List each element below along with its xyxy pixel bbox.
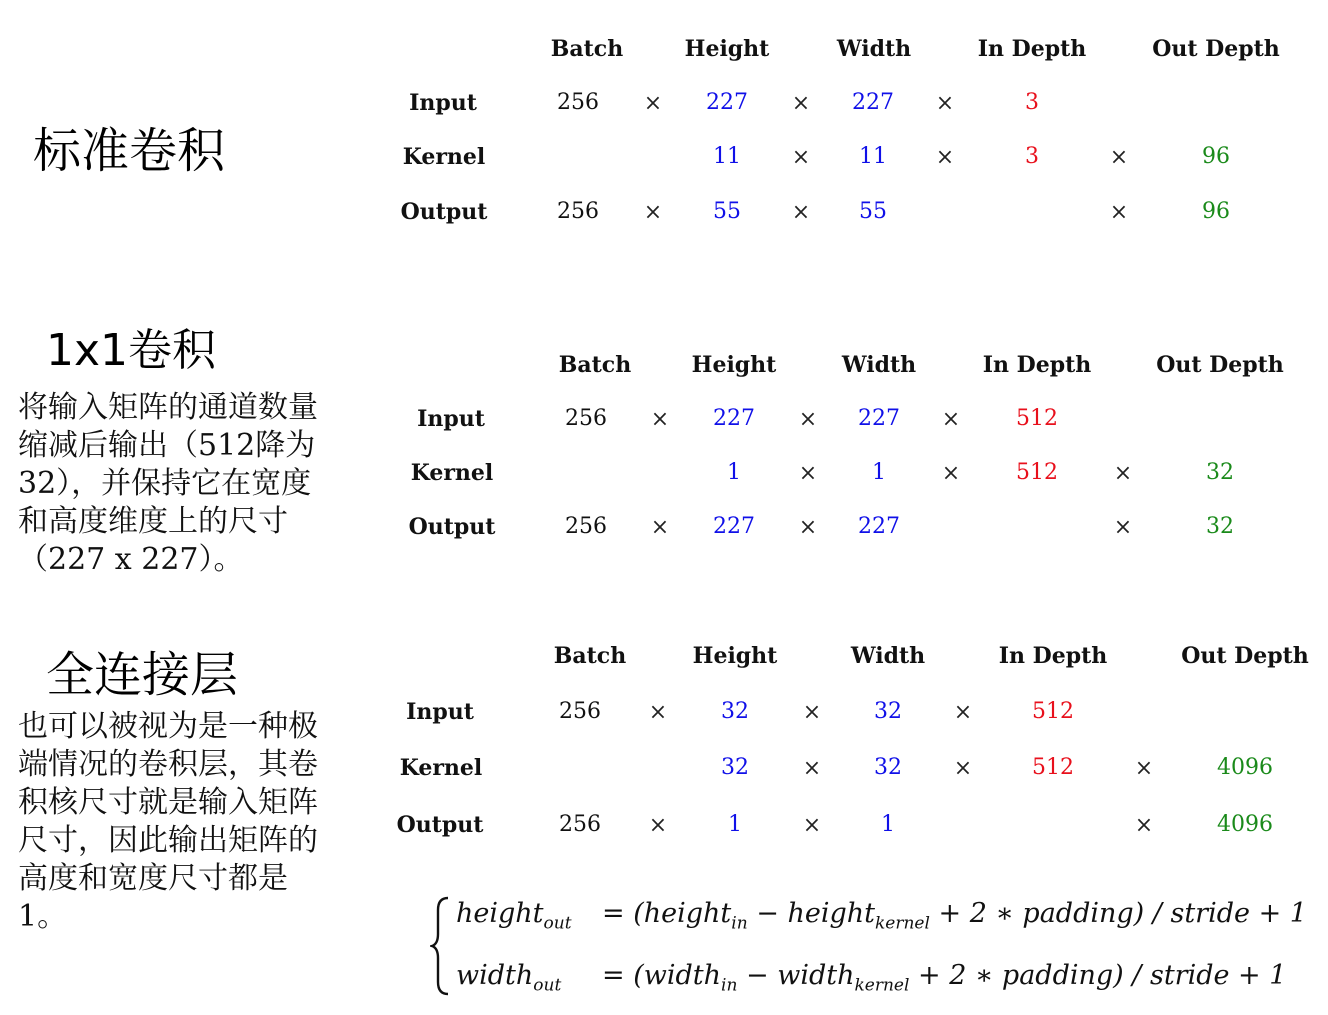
input-batch: 256 — [565, 406, 607, 431]
row-label-input: Input — [417, 406, 485, 432]
row-label-input: Input — [406, 699, 474, 725]
input-in-depth: 512 — [1016, 406, 1058, 431]
formula-eq-sign: = — [602, 960, 625, 991]
times-symbol: × — [941, 407, 961, 432]
times-symbol: × — [798, 407, 818, 432]
kernel-width: 1 — [872, 460, 886, 485]
formula-width-rest: + 2 ∗ padding) / stride + 1 — [909, 960, 1287, 991]
times-symbol: × — [1109, 145, 1129, 170]
kernel-in-depth: 512 — [1032, 755, 1074, 780]
col-header-out-depth: Out Depth — [1181, 643, 1309, 669]
row-label-output: Output — [400, 199, 488, 225]
input-width: 227 — [858, 406, 900, 431]
kernel-height: 32 — [721, 755, 749, 780]
output-out-depth: 32 — [1206, 514, 1234, 539]
formula-height-rest: + 2 ∗ padding) / stride + 1 — [929, 898, 1307, 929]
times-symbol: × — [1134, 756, 1154, 781]
left-brace-icon — [430, 896, 452, 996]
formula-height-lhs: height — [456, 898, 544, 929]
times-symbol: × — [935, 91, 955, 116]
times-symbol: × — [643, 91, 663, 116]
row-label-output: Output — [396, 812, 484, 838]
kernel-out-depth: 96 — [1202, 144, 1230, 169]
times-symbol: × — [648, 813, 668, 838]
times-symbol: × — [1113, 515, 1133, 540]
times-symbol: × — [935, 145, 955, 170]
output-width: 55 — [859, 199, 887, 224]
col-header-width: Width — [841, 352, 917, 378]
col-header-batch: Batch — [558, 352, 632, 378]
times-symbol: × — [648, 700, 668, 725]
col-header-in-depth: In Depth — [977, 36, 1087, 62]
formula-height-p1: (height — [633, 898, 732, 929]
times-symbol: × — [941, 461, 961, 486]
formula-height-lhs-sub: out — [543, 913, 572, 934]
kernel-out-depth: 32 — [1206, 460, 1234, 485]
times-symbol: × — [798, 461, 818, 486]
input-width: 32 — [874, 699, 902, 724]
times-symbol: × — [953, 756, 973, 781]
formula-height-eq — [602, 898, 1307, 933]
formula-height-minus: − height — [747, 898, 875, 929]
col-header-width: Width — [850, 643, 926, 669]
output-out-depth: 96 — [1202, 199, 1230, 224]
formula-width — [456, 960, 1287, 996]
kernel-width: 32 — [874, 755, 902, 780]
times-symbol: × — [802, 756, 822, 781]
output-width: 227 — [858, 514, 900, 539]
col-header-height: Height — [691, 352, 777, 378]
formula-eq-sign: = — [602, 898, 625, 929]
row-label-output: Output — [408, 514, 496, 540]
section-title-1x1-conv: 1x1卷积 — [46, 325, 217, 376]
kernel-width: 11 — [859, 144, 887, 169]
col-header-width: Width — [836, 36, 912, 62]
kernel-out-depth: 4096 — [1217, 755, 1273, 780]
col-header-batch: Batch — [553, 643, 627, 669]
times-symbol: × — [650, 407, 670, 432]
input-width: 227 — [852, 90, 894, 115]
section-title-fully-connected: 全连接层 — [46, 647, 239, 703]
times-symbol: × — [802, 700, 822, 725]
formula-width-eq — [602, 960, 1286, 995]
times-symbol: × — [791, 145, 811, 170]
times-symbol: × — [1134, 813, 1154, 838]
col-header-in-depth: In Depth — [998, 643, 1108, 669]
description-1x1-conv: 将输入矩阵的通道数量缩减后输出（512降为 32），并保持它在宽度和高度维度上的尺寸（227 x 227）。 — [18, 390, 318, 577]
formula-width-p1: (width — [633, 960, 722, 991]
input-height: 32 — [721, 699, 749, 724]
section-title-standard-conv: 标准卷积 — [33, 123, 226, 179]
row-label-input: Input — [409, 90, 477, 116]
output-width: 1 — [881, 812, 895, 837]
input-in-depth: 512 — [1032, 699, 1074, 724]
input-in-depth: 3 — [1025, 90, 1039, 115]
output-out-depth: 4096 — [1217, 812, 1273, 837]
col-header-height: Height — [692, 643, 778, 669]
kernel-height: 1 — [727, 460, 741, 485]
input-batch: 256 — [559, 699, 601, 724]
col-header-batch: Batch — [550, 36, 624, 62]
input-batch: 256 — [557, 90, 599, 115]
output-height: 55 — [713, 199, 741, 224]
times-symbol: × — [953, 700, 973, 725]
output-height: 227 — [713, 514, 755, 539]
kernel-height: 11 — [713, 144, 741, 169]
times-symbol: × — [802, 813, 822, 838]
formula-width-lhs: width — [456, 960, 534, 991]
kernel-in-depth: 512 — [1016, 460, 1058, 485]
description-fully-connected: 也可以被视为是一种极端情况的卷积层，其卷积核尺寸就是输入矩阵尺寸，因此输出矩阵的高度和宽度尺寸都是1。 — [18, 709, 318, 934]
col-header-height: Height — [684, 36, 770, 62]
formula-width-minus: − width — [737, 960, 855, 991]
formula-height-p1-sub: in — [731, 913, 748, 934]
input-height: 227 — [706, 90, 748, 115]
output-size-formula — [430, 892, 1320, 1002]
times-symbol: × — [798, 515, 818, 540]
times-symbol: × — [791, 91, 811, 116]
formula-width-lhs-sub: out — [533, 975, 562, 996]
output-batch: 256 — [557, 199, 599, 224]
formula-height — [456, 898, 1307, 934]
row-label-kernel: Kernel — [399, 755, 483, 781]
row-label-kernel: Kernel — [410, 460, 494, 486]
row-label-kernel: Kernel — [402, 144, 486, 170]
input-height: 227 — [713, 406, 755, 431]
kernel-in-depth: 3 — [1025, 144, 1039, 169]
output-height: 1 — [728, 812, 742, 837]
times-symbol: × — [1113, 461, 1133, 486]
times-symbol: × — [791, 200, 811, 225]
formula-width-p1-sub: in — [721, 975, 738, 996]
formula-height-minus-sub: kernel — [875, 913, 930, 934]
times-symbol: × — [650, 515, 670, 540]
output-batch: 256 — [559, 812, 601, 837]
times-symbol: × — [643, 200, 663, 225]
times-symbol: × — [1109, 200, 1129, 225]
output-batch: 256 — [565, 514, 607, 539]
formula-width-minus-sub: kernel — [854, 975, 910, 996]
col-header-out-depth: Out Depth — [1152, 36, 1280, 62]
col-header-out-depth: Out Depth — [1156, 352, 1284, 378]
col-header-in-depth: In Depth — [982, 352, 1092, 378]
